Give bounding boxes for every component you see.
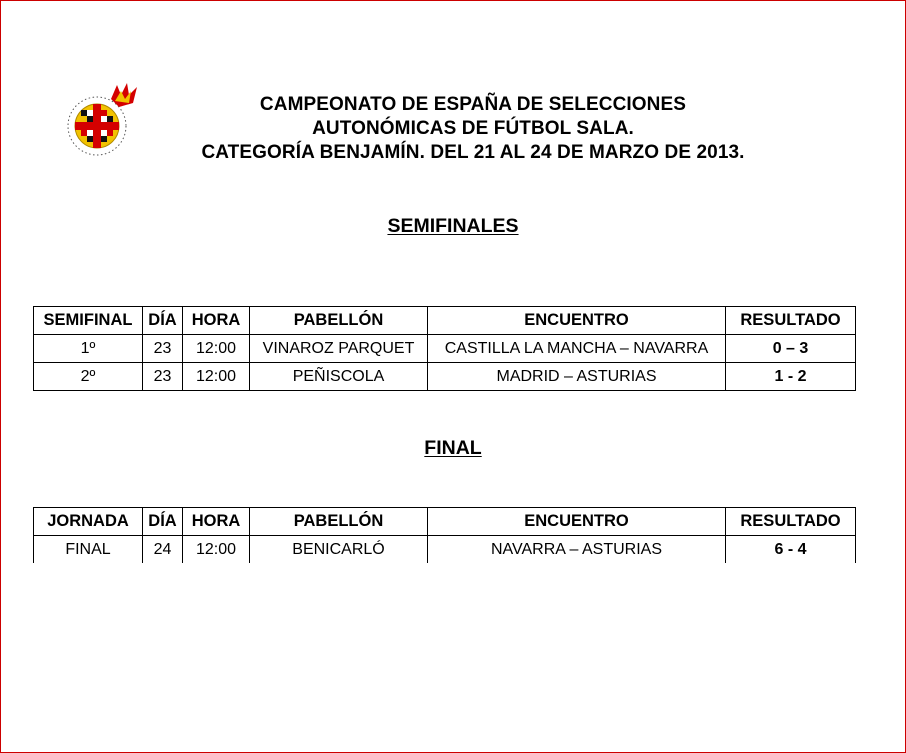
table-header-row: [34, 307, 856, 335]
venue-cell: BENICARLÓ: [250, 536, 428, 564]
column-header: DÍA: [143, 307, 183, 335]
result-cell: 1 - 2: [726, 363, 856, 391]
column-header: PABELLÓN: [250, 508, 428, 536]
column-header: ENCUENTRO: [428, 307, 726, 335]
day-cell: 23: [143, 363, 183, 391]
day-cell: 23: [143, 335, 183, 363]
table-row: [34, 335, 856, 363]
title-line-2: AUTONÓMICAS DE FÚTBOL SALA.: [312, 118, 634, 139]
semifinal-number: 2º: [34, 363, 143, 391]
semifinals-table: [33, 306, 856, 391]
time-cell: 12:00: [183, 335, 250, 363]
column-header: RESULTADO: [726, 508, 856, 536]
time-cell: 12:00: [183, 536, 250, 564]
final-heading: FINAL: [424, 437, 482, 459]
document-title: [101, 93, 845, 165]
match-cell: CASTILLA LA MANCHA – NAVARRA: [428, 335, 726, 363]
result-cell: 6 - 4: [726, 536, 856, 564]
venue-cell: VINAROZ PARQUET: [250, 335, 428, 363]
title-line-1: CAMPEONATO DE ESPAÑA DE SELECCIONES: [259, 94, 687, 115]
venue-cell: PEÑISCOLA: [250, 363, 428, 391]
column-header: RESULTADO: [726, 307, 856, 335]
column-header: JORNADA: [34, 508, 143, 536]
column-header: ENCUENTRO: [428, 508, 726, 536]
semifinals-heading: SEMIFINALES: [387, 215, 519, 237]
round-cell: FINAL: [34, 536, 143, 564]
day-cell: 24: [143, 536, 183, 564]
table-header-row: [34, 508, 856, 536]
table-row: [34, 363, 856, 391]
column-header: DÍA: [143, 508, 183, 536]
column-header: PABELLÓN: [250, 307, 428, 335]
match-cell: NAVARRA – ASTURIAS: [428, 536, 726, 564]
time-cell: 12:00: [183, 363, 250, 391]
column-header: HORA: [183, 508, 250, 536]
title-line-3: CATEGORÍA BENJAMÍN. DEL 21 AL 24 DE MARZO DE 2013.: [201, 142, 745, 163]
final-table: [33, 507, 856, 563]
result-cell: 0 – 3: [726, 335, 856, 363]
semifinal-number: 1º: [34, 335, 143, 363]
match-cell: MADRID – ASTURIAS: [428, 363, 726, 391]
column-header: HORA: [183, 307, 250, 335]
table-row: [34, 536, 856, 564]
column-header: SEMIFINAL: [34, 307, 143, 335]
